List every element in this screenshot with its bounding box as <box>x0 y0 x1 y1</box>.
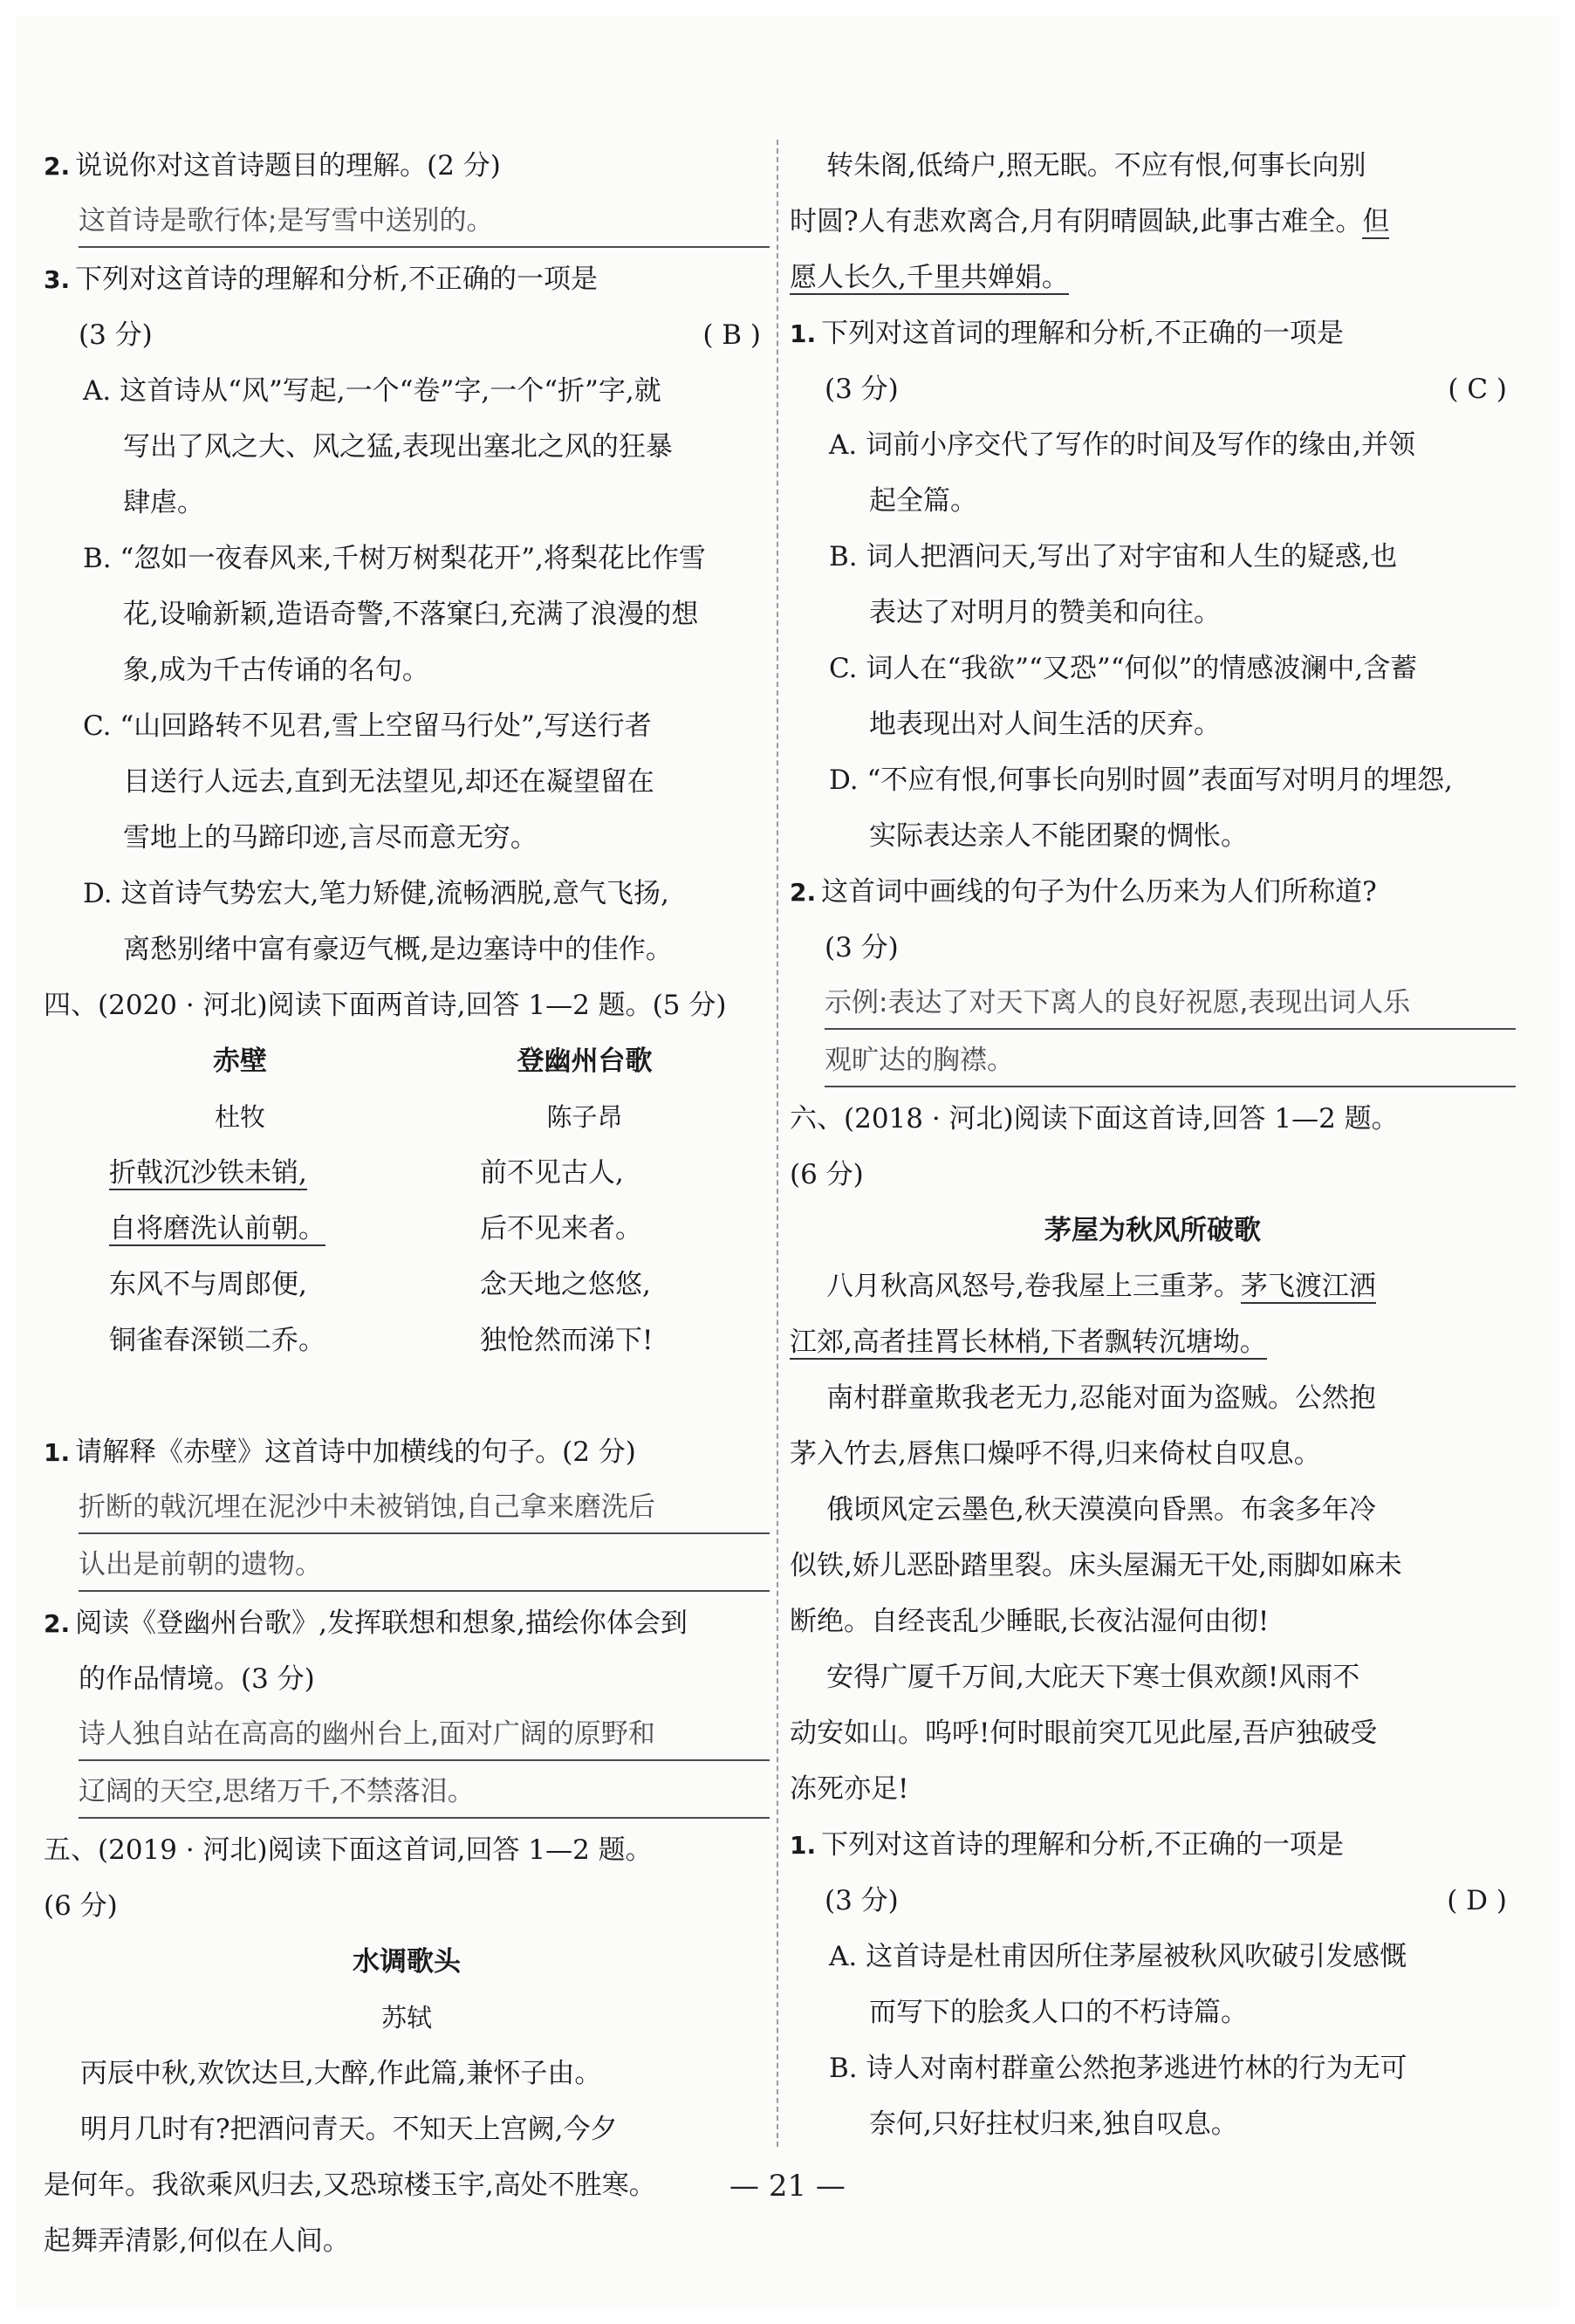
poem-author: 杜牧 <box>214 1102 265 1132</box>
question-number: 1. <box>790 1831 817 1860</box>
poem-line: 断绝。自经丧乱少睡眠,长夜沾湿何由彻! <box>790 1606 1270 1637</box>
poem-title: 茅屋为秋风所破歌 <box>1044 1215 1261 1246</box>
poem-line: 南村群童欺我老无力,忍能对面为盗贼。公然抱 <box>826 1382 1376 1414</box>
options-list <box>790 417 1516 864</box>
question-text <box>790 361 1516 417</box>
question <box>44 251 770 307</box>
poem-line: 独怆然而涕下! <box>480 1325 654 1356</box>
points: (3 分) <box>825 1885 899 1916</box>
question-number: 1. <box>44 1438 71 1467</box>
poem-line: 东风不与周郎便, <box>109 1269 307 1300</box>
question-text: (3 分) <box>825 932 899 963</box>
answer-line: 折断的戟沉埋在泥沙中未被销蚀,自己拿来磨洗后 <box>79 1480 770 1534</box>
poem-chibi <box>109 1033 419 1368</box>
poem-line <box>790 1314 1516 1370</box>
question-text: 阅读《登幽州台歌》,发挥联想和想象,描绘你体会到 <box>75 1608 688 1639</box>
poems-block <box>44 1033 770 1424</box>
section-heading: 五、(2019 · 河北)阅读下面这首词,回答 1—2 题。 <box>44 1834 653 1866</box>
question-text: 下列对这首诗的理解和分析,不正确的一项是 <box>75 264 598 295</box>
question-text: 的作品情境。(3 分) <box>79 1663 315 1695</box>
underlined-line: 折戟沉沙铁未销, <box>109 1157 307 1189</box>
option-item: B. 词人把酒问天,写出了对宇宙和人生的疑惑,也 <box>829 541 1398 572</box>
option-continuation: 离愁别绪中富有豪迈气概,是边塞诗中的佳作。 <box>123 934 673 965</box>
poem-title: 水调歌头 <box>353 1946 461 1978</box>
option-continuation: 表达了对明月的赞美和向往。 <box>869 597 1221 628</box>
answer-choice: ( C ) <box>1448 374 1507 405</box>
question-text <box>44 307 770 363</box>
option-item: A. 这首诗是杜甫因所住茅屋被秋风吹破引发感慨 <box>829 1941 1407 1972</box>
question <box>44 138 770 194</box>
section-heading: 四、(2020 · 河北)阅读下面两首诗,回答 1—2 题。(5 分) <box>44 990 727 1021</box>
question-text <box>790 1873 1516 1929</box>
underlined-text: 愿人长久,千里共婵娟。 <box>790 262 1069 293</box>
option-item: C. 词人在“我欲”“又恐”“何似”的情感波澜中,含蓄 <box>829 653 1418 684</box>
poem-body <box>790 1370 1516 1817</box>
underlined-text: 茅飞渡江洒 <box>1240 1271 1376 1302</box>
question-number: 3. <box>44 265 71 294</box>
option-item: A. 词前小序交代了写作的时间及写作的缘由,并领 <box>829 429 1415 461</box>
question <box>790 864 1516 920</box>
option-continuation: 写出了风之大、风之猛,表现出塞北之风的狂暴 <box>123 431 673 463</box>
poem-dengyouzhou <box>454 1033 742 1368</box>
option-continuation: 目送行人远去,直到无法望见,却还在凝望留在 <box>123 766 654 798</box>
poem-line: 俄顷风定云墨色,秋天漠漠向昏黑。布衾多年冷 <box>826 1494 1376 1525</box>
poem-author: 苏轼 <box>380 2003 432 2033</box>
poem-line: 念天地之悠悠, <box>480 1269 651 1300</box>
poem-line: 转朱阁,低绮户,照无眠。不应有恨,何事长向别 <box>826 150 1366 182</box>
poem-line: 冻死亦足! <box>790 1773 909 1805</box>
poem-title: 登幽州台歌 <box>517 1045 653 1077</box>
option-continuation: 象,成为千古传诵的名句。 <box>123 655 429 686</box>
option-continuation: 起全篇。 <box>869 485 977 517</box>
option-continuation: 地表现出对人间生活的厌弃。 <box>869 709 1221 740</box>
poem-line <box>109 1201 419 1257</box>
question <box>44 1595 770 1651</box>
option-item: C. “山回路转不见君,雪上空留马行处”,写送行者 <box>83 710 652 742</box>
option-item: D. “不应有恨,何事长向别时圆”表面写对明月的埋怨, <box>829 764 1453 796</box>
poem-line: 明月几时有?把酒问青天。不知天上宫阙,今夕 <box>80 2114 618 2145</box>
poem-line: 动安如山。呜呼!何时眼前突兀见此屋,吾庐独破受 <box>790 1717 1378 1749</box>
answer-line: 这首诗是歌行体;是写雪中送别的。 <box>79 194 770 248</box>
options-list <box>44 363 770 977</box>
question-number: 2. <box>790 878 817 907</box>
options-list <box>790 1929 1516 2152</box>
poem-line: 铜雀春深锁二乔。 <box>109 1325 325 1356</box>
section-heading-points: (6 分) <box>790 1159 864 1190</box>
option-continuation: 而写下的脍炙人口的不朽诗篇。 <box>869 1997 1248 2028</box>
answer-line: 辽阔的天空,思绪万千,不禁落泪。 <box>79 1765 770 1819</box>
option-continuation: 肆虐。 <box>123 487 204 518</box>
underlined-text: 但 <box>1362 206 1390 237</box>
option-continuation: 花,设喻新颖,造语奇警,不落窠臼,充满了浪漫的想 <box>123 599 699 630</box>
question-text: 下列对这首词的理解和分析,不正确的一项是 <box>821 318 1344 349</box>
column-divider <box>777 140 778 2147</box>
answer-line: 示例:表达了对天下离人的良好祝愿,表现出词人乐 <box>825 976 1516 1030</box>
poem-text: 时圆?人有悲欢离合,月有阴晴圆缺,此事古难全。 <box>790 206 1363 237</box>
poem-line: 是何年。我欲乘风归去,又恐琼楼玉宇,高处不胜寒。 <box>44 2170 656 2201</box>
option-continuation: 雪地上的马蹄印迹,言尽而意无穷。 <box>123 822 538 854</box>
poem-line: 前不见古人, <box>480 1157 624 1189</box>
underlined-line: 自将磨洗认前朝。 <box>109 1213 325 1244</box>
question-number: 2. <box>44 1609 71 1638</box>
poem-author: 陈子昂 <box>546 1102 623 1132</box>
option-continuation: 奈何,只好拄杖归来,独自叹息。 <box>869 2108 1238 2140</box>
question <box>44 1424 770 1480</box>
poem-line: 似铁,娇儿恶卧踏里裂。床头屋漏无干处,雨脚如麻未 <box>790 1550 1402 1581</box>
question-number: 2. <box>44 152 71 181</box>
answer-choice: ( D ) <box>1447 1885 1507 1916</box>
option-continuation: 实际表达亲人不能团聚的惆怅。 <box>869 820 1248 852</box>
section-heading-points: (6 分) <box>44 1890 118 1922</box>
poem-text: 八月秋高风怒号,卷我屋上三重茅。 <box>826 1271 1241 1302</box>
page-number: — 21 — <box>729 2169 846 2204</box>
section-heading: 六、(2018 · 河北)阅读下面这首诗,回答 1—2 题。 <box>790 1103 1399 1135</box>
poem-line <box>790 194 1516 250</box>
poem-line: 茅入竹去,唇焦口燥呼不得,归来倚杖自叹息。 <box>790 1438 1321 1470</box>
points: (3 分) <box>825 374 899 405</box>
points: (3 分) <box>79 319 153 351</box>
poem-line <box>790 250 1516 305</box>
poem-preface: 丙辰中秋,欢饮达旦,大醉,作此篇,兼怀子由。 <box>80 2058 602 2089</box>
answer-line: 诗人独自站在高高的幽州台上,面对广阔的原野和 <box>79 1707 770 1761</box>
poem-line: 后不见来者。 <box>480 1213 642 1244</box>
question-text: 下列对这首诗的理解和分析,不正确的一项是 <box>821 1829 1344 1861</box>
question <box>790 1817 1516 1873</box>
option-item: B. 诗人对南村群童公然抱茅逃进竹林的行为无可 <box>829 2053 1407 2084</box>
poem-line: 起舞弄清影,何似在人间。 <box>44 2225 350 2257</box>
question-number: 1. <box>790 319 817 348</box>
underlined-text: 江郊,高者挂罥长林梢,下者飘转沉塘坳。 <box>790 1327 1267 1358</box>
poem-line: 安得广厦千万间,大庇天下寒士俱欢颜!风雨不 <box>826 1662 1360 1693</box>
option-item: B. “忽如一夜春风来,千树万树梨花开”,将梨花比作雪 <box>83 543 706 574</box>
poem-title: 赤壁 <box>213 1045 267 1077</box>
answer-choice: ( B ) <box>702 319 761 351</box>
left-column <box>44 138 770 2269</box>
option-item: D. 这首诗气势宏大,笔力矫健,流畅洒脱,意气飞扬, <box>83 878 669 909</box>
question-text: 说说你对这首诗题目的理解。(2 分) <box>75 150 501 182</box>
question-text: 请解释《赤壁》这首诗中加横线的句子。(2 分) <box>75 1436 636 1468</box>
question-text: 这首词中画线的句子为什么历来为人们所称道? <box>821 876 1377 908</box>
option-item: A. 这首诗从“风”写起,一个“卷”字,一个“折”字,就 <box>83 375 661 407</box>
question <box>790 305 1516 361</box>
right-column <box>790 138 1516 2152</box>
answer-line: 观旷达的胸襟。 <box>825 1033 1516 1087</box>
poem-line <box>109 1145 419 1201</box>
answer-line: 认出是前朝的遗物。 <box>79 1538 770 1592</box>
poem-line <box>790 1258 1516 1314</box>
